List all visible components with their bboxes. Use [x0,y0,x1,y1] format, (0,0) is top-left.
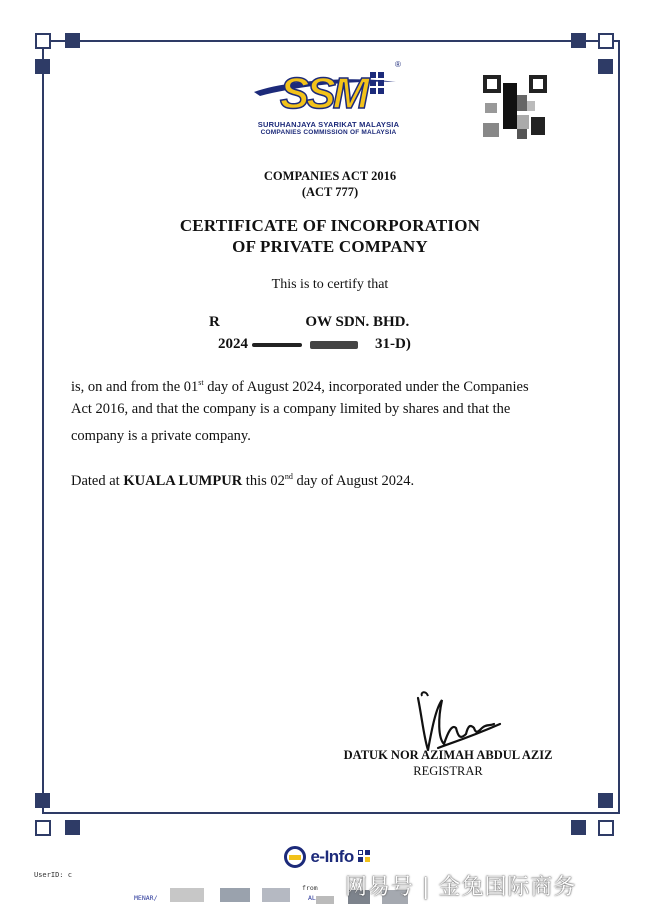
corner-ornament-bottom-left [35,793,77,835]
registrar-title: REGISTRAR [413,764,483,778]
certificate-title-line1: CERTIFICATE OF INCORPORATION [179,216,481,235]
redaction-block [170,888,204,902]
ssm-logo-graphic [246,58,411,120]
certificate-body-line1: is, on and from the 01st day of August 2024, incorporated under the Companies [71,378,529,395]
dated-statement [71,472,414,490]
redaction-block [316,896,334,904]
einfo-label: e-Info [310,847,354,866]
einfo-logo [284,846,384,872]
certificate-body-line3: company is a private company. [71,428,251,444]
source-watermark: 网易号 | 金兔国际商务 [345,875,577,900]
redaction-bar [252,343,302,347]
dated-prefix: Dated at [71,472,120,489]
company-number-visible-start: 2024 [218,336,248,352]
certificate-title-line2: OF PRIVATE COMPANY [232,237,428,256]
company-name-visible-end: OW SDN. BHD. [305,314,410,330]
redaction-bar [310,341,358,349]
footer-from: from [302,884,318,892]
einfo-e-icon [284,846,306,868]
logo-line-malay: SURUHANJAYA SYARIKAT MALAYSIA [257,120,400,129]
dated-day-suffix: nd [284,472,293,481]
corner-ornament-top-right [571,33,613,75]
dated-place: KUALA LUMPUR [123,472,243,489]
footer-al: AL [308,894,316,902]
redaction-block [262,888,290,902]
qr-code [481,73,549,141]
svg-text:®: ® [395,60,401,69]
certificate-body-line2: Act 2016, and that the company is a company limited by shares and that the [71,401,511,417]
svg-text:SSM: SSM [280,69,367,118]
corner-ornament-bottom-right [571,793,613,835]
corner-ornament-top-left [35,33,77,75]
user-id: UserID: c [34,871,72,879]
redaction-block [220,888,250,902]
dated-day: this 02 [245,472,285,489]
dated-month-year: day of August 2024. [296,472,415,489]
company-name-visible-start: R [209,314,220,330]
company-number [218,333,411,355]
footer-address: MENAR/ [134,894,158,902]
company-number-visible-end: 31-D) [375,336,411,352]
act-number: (ACT 777) [301,185,359,199]
logo-line-english: COMPANIES COMMISSION OF MALAYSIA [260,129,397,136]
act-name: COMPANIES ACT 2016 [263,169,397,183]
company-name [209,311,409,333]
registrar-name: DATUK NOR AZIMAH ABDUL AZIZ [343,748,553,762]
ssm-logo [246,58,411,148]
certify-statement: This is to certify that [271,277,389,292]
einfo-dots-icon [358,850,372,864]
